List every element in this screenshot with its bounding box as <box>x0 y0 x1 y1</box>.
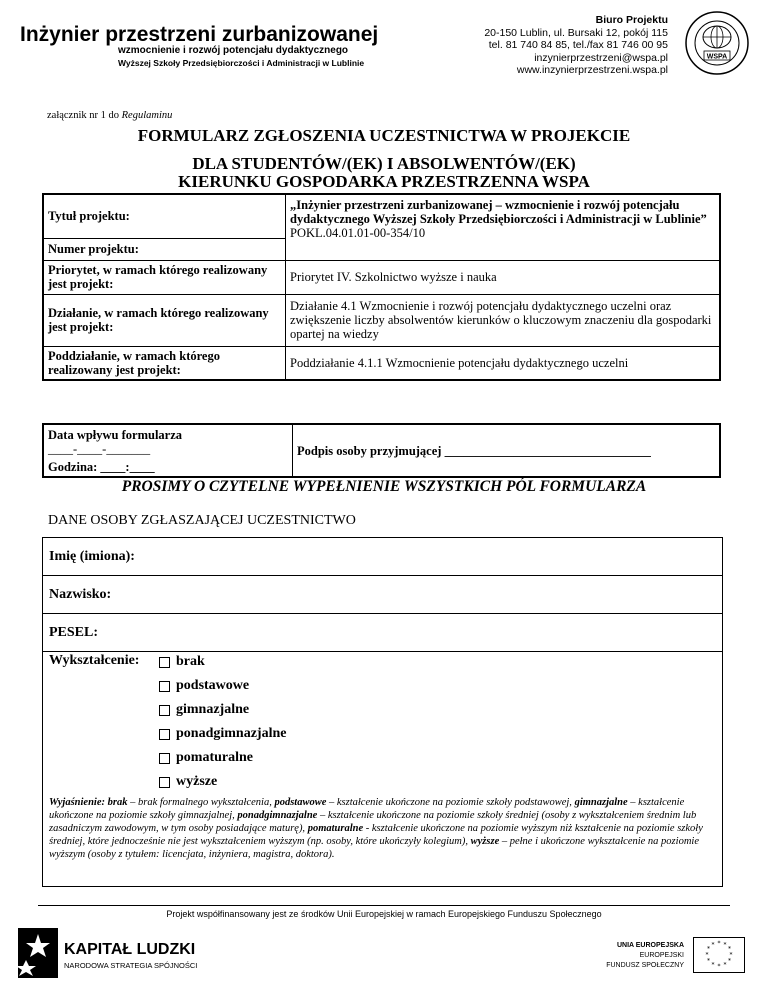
explanation-desc: – kształcenie ukończone na poziomie szkoły podstawowej, <box>326 797 575 808</box>
annex-note <box>47 110 172 121</box>
education-option-wyzsze[interactable] <box>159 774 217 790</box>
explanation-desc: – pełne i ukończone wykształcenie na poziomie wyższym (osoby z tytułem: licencjata, inżyniera, magistra, doktora). <box>49 836 699 860</box>
education-option-ponadgimnazjalne[interactable] <box>159 726 286 742</box>
education-option-label: podstawowe <box>176 678 250 693</box>
wspa-seal-logo <box>676 10 758 76</box>
section-title: DANE OSOBY ZGŁASZAJĄCEJ UCZESTNICTWO <box>48 513 356 528</box>
seal-text: WSPA <box>706 53 728 61</box>
subaction-label: Poddziałanie, w ramach którego realizowany jest projekt: <box>43 346 286 380</box>
form-subtitle-line2: KIERUNKU GOSPODARKA PRZESTRZENNA WSPA <box>178 172 590 191</box>
action-label: Działanie, w ramach którego realizowany jest projekt: <box>43 294 286 346</box>
education-option-label: wyższe <box>176 774 218 789</box>
svg-text:*: * <box>711 941 715 949</box>
education-option-label: gimnazjalne <box>176 702 250 717</box>
checkbox-icon[interactable] <box>159 705 170 716</box>
svg-text:*: * <box>723 941 727 949</box>
project-title-value: „Inżynier przestrzeni zurbanizowanej – wzmocnienie i rozwój potencjału dydaktycznego Wyższej Szkoły Przedsiębiorczości i Administracji w Lublinie” <box>290 198 707 226</box>
svg-text:*: * <box>729 951 733 959</box>
explanation-term: brak <box>107 797 128 808</box>
kapital-ludzki-subtitle: NARODOWA STRATEGIA SPÓJNOŚCI <box>64 961 198 970</box>
svg-text:*: * <box>728 957 731 965</box>
receipt-time-field[interactable]: Godzina: ____:____ <box>48 460 155 474</box>
explanation-desc: – kształcenie ukończone na poziomie szkoły gimnazjalnej, <box>49 797 685 821</box>
education-option-podstawowe[interactable] <box>159 678 249 694</box>
checkbox-icon[interactable] <box>159 681 170 692</box>
personal-data-box <box>42 537 723 887</box>
last-name-field[interactable] <box>43 576 722 614</box>
svg-text:*: * <box>711 961 715 969</box>
svg-text:*: * <box>728 945 731 953</box>
explanation-term: ponadgimnazjalne <box>237 810 318 821</box>
pesel-field[interactable] <box>43 614 722 652</box>
explanation-desc: – kształcenie ukończone na poziomie szkoły średniej (osoby z wykształceniem średnim lub zasadniczym zawodowym, w tym osoby posiadające maturę), <box>49 810 697 834</box>
form-title: FORMULARZ ZGŁOSZENIA UCZESTNICTWA W PROJEKCIE <box>137 126 631 145</box>
checkbox-icon[interactable] <box>159 729 170 740</box>
priority-label: Priorytet, w ramach którego realizowany jest projekt: <box>43 260 286 294</box>
form-subtitle <box>0 155 768 191</box>
eu-fund-label <box>604 941 684 971</box>
education-explanation <box>49 796 714 861</box>
explanation-term: gimnazjalne <box>574 797 628 808</box>
svg-text:*: * <box>723 961 727 969</box>
kapital-ludzki-logo-icon <box>16 926 60 980</box>
svg-text:*: * <box>705 951 709 959</box>
pesel-label: PESEL: <box>49 624 99 640</box>
svg-text:*: * <box>707 945 710 953</box>
education-option-label: brak <box>176 654 205 669</box>
contact-address: 20-150 Lublin, ul. Bursaki 12, pokój 115 <box>484 26 668 39</box>
explanation-term: podstawowe <box>274 797 327 808</box>
first-name-label: Imię (imiona): <box>49 548 135 564</box>
fill-instruction: PROSIMY O CZYTELNE WYPEŁNIENIE WSZYSTKICH PÓL FORMULARZA <box>121 478 647 495</box>
checkbox-icon[interactable] <box>159 753 170 764</box>
header-institution: Wyższej Szkoły Przedsiębiorczości i Administracji w Lublinie <box>118 58 365 68</box>
receipt-date-field[interactable]: ____-____-_______ <box>48 442 151 456</box>
explanation-lead: Wyjaśnienie: <box>49 797 108 808</box>
priority-value: Priorytet IV. Szkolnictwo wyższe i nauka <box>286 260 721 294</box>
first-name-field[interactable] <box>43 538 722 576</box>
education-option-gimnazjalne[interactable] <box>159 702 249 718</box>
footer-divider <box>38 905 730 906</box>
form-subtitle-line1: DLA STUDENTÓW/(EK) I ABSOLWENTÓW/(EK) <box>192 154 576 173</box>
education-option-label: pomaturalne <box>176 750 253 765</box>
explanation-desc: – brak formalnego wykształcenia, <box>127 797 275 808</box>
contact-website[interactable]: www.inzynierprzestrzeni.wspa.pl <box>516 64 668 76</box>
eu-line2: EUROPEJSKI <box>639 952 684 959</box>
annex-prefix: załącznik nr 1 do <box>47 110 122 121</box>
explanation-term: wyższe <box>470 836 500 847</box>
project-number-label: Numer projektu: <box>43 238 286 260</box>
project-office-contact <box>484 14 668 77</box>
contact-phone: tel. 81 740 84 85, tel./fax 81 746 00 95 <box>488 39 668 51</box>
eu-line3: FUNDUSZ SPOŁECZNY <box>606 962 684 969</box>
project-number-value: POKL.04.01.01-00-354/10 <box>290 226 426 240</box>
education-option-pomaturalne[interactable] <box>159 750 253 766</box>
explanation-desc: - kształcenie ukończone na poziomie wyższym niż kształcenie na poziomie szkoły średniej, które jednocześnie nie jest wykształceniem wyższym (np. osoby, które ukończyły kolegium), <box>49 823 703 847</box>
annex-regulation: Regulaminu <box>121 110 173 121</box>
header-title: Inżynier przestrzeni zurbanizowanej <box>20 23 379 46</box>
action-value: Działanie 4.1 Wzmocnienie i rozwój potencjału dydaktycznego uczelni oraz zwiększenie liczby absolwentów kierunków o kluczowym znaczeniu dla gospodarki opartej na wiedzy <box>286 294 721 346</box>
eu-flag-icon <box>693 937 745 973</box>
eu-line1: UNIA EUROPEJSKA <box>616 942 684 949</box>
checkbox-icon[interactable] <box>159 777 170 788</box>
contact-office: Biuro Projektu <box>595 14 668 26</box>
education-option-label: ponadgimnazjalne <box>176 726 287 741</box>
receipt-signature-field[interactable]: Podpis osoby przyjmującej _________________________________ <box>293 424 721 477</box>
svg-text:*: * <box>717 940 721 947</box>
header-subtitle: wzmocnienie i rozwój potencjału dydaktycznego <box>118 45 349 56</box>
last-name-label: Nazwisko: <box>49 586 112 602</box>
subaction-value: Poddziałanie 4.1.1 Wzmocnienie potencjału dydaktycznego uczelni <box>286 346 721 380</box>
kapital-ludzki-title: KAPITAŁ LUDZKI <box>64 941 196 958</box>
svg-text:*: * <box>707 957 710 965</box>
receipt-date-label: Data wpływu formularza <box>48 428 183 442</box>
svg-text:*: * <box>717 963 721 970</box>
education-option-brak[interactable] <box>159 654 205 670</box>
project-title-cell <box>286 194 721 260</box>
project-title-label: Tytuł projektu: <box>43 194 286 238</box>
project-info-table <box>42 193 721 381</box>
contact-email[interactable]: inzynierprzestrzeni@wspa.pl <box>534 51 668 64</box>
receipt-table <box>42 423 721 478</box>
cofinance-note: Projekt współfinansowany jest ze środków Unii Europejskiej w ramach Europejskiego Funduszu Społecznego <box>166 909 602 919</box>
explanation-term: pomaturalne <box>307 823 364 834</box>
receipt-date-cell <box>43 424 293 477</box>
checkbox-icon[interactable] <box>159 657 170 668</box>
education-label: Wykształcenie: <box>49 653 140 668</box>
